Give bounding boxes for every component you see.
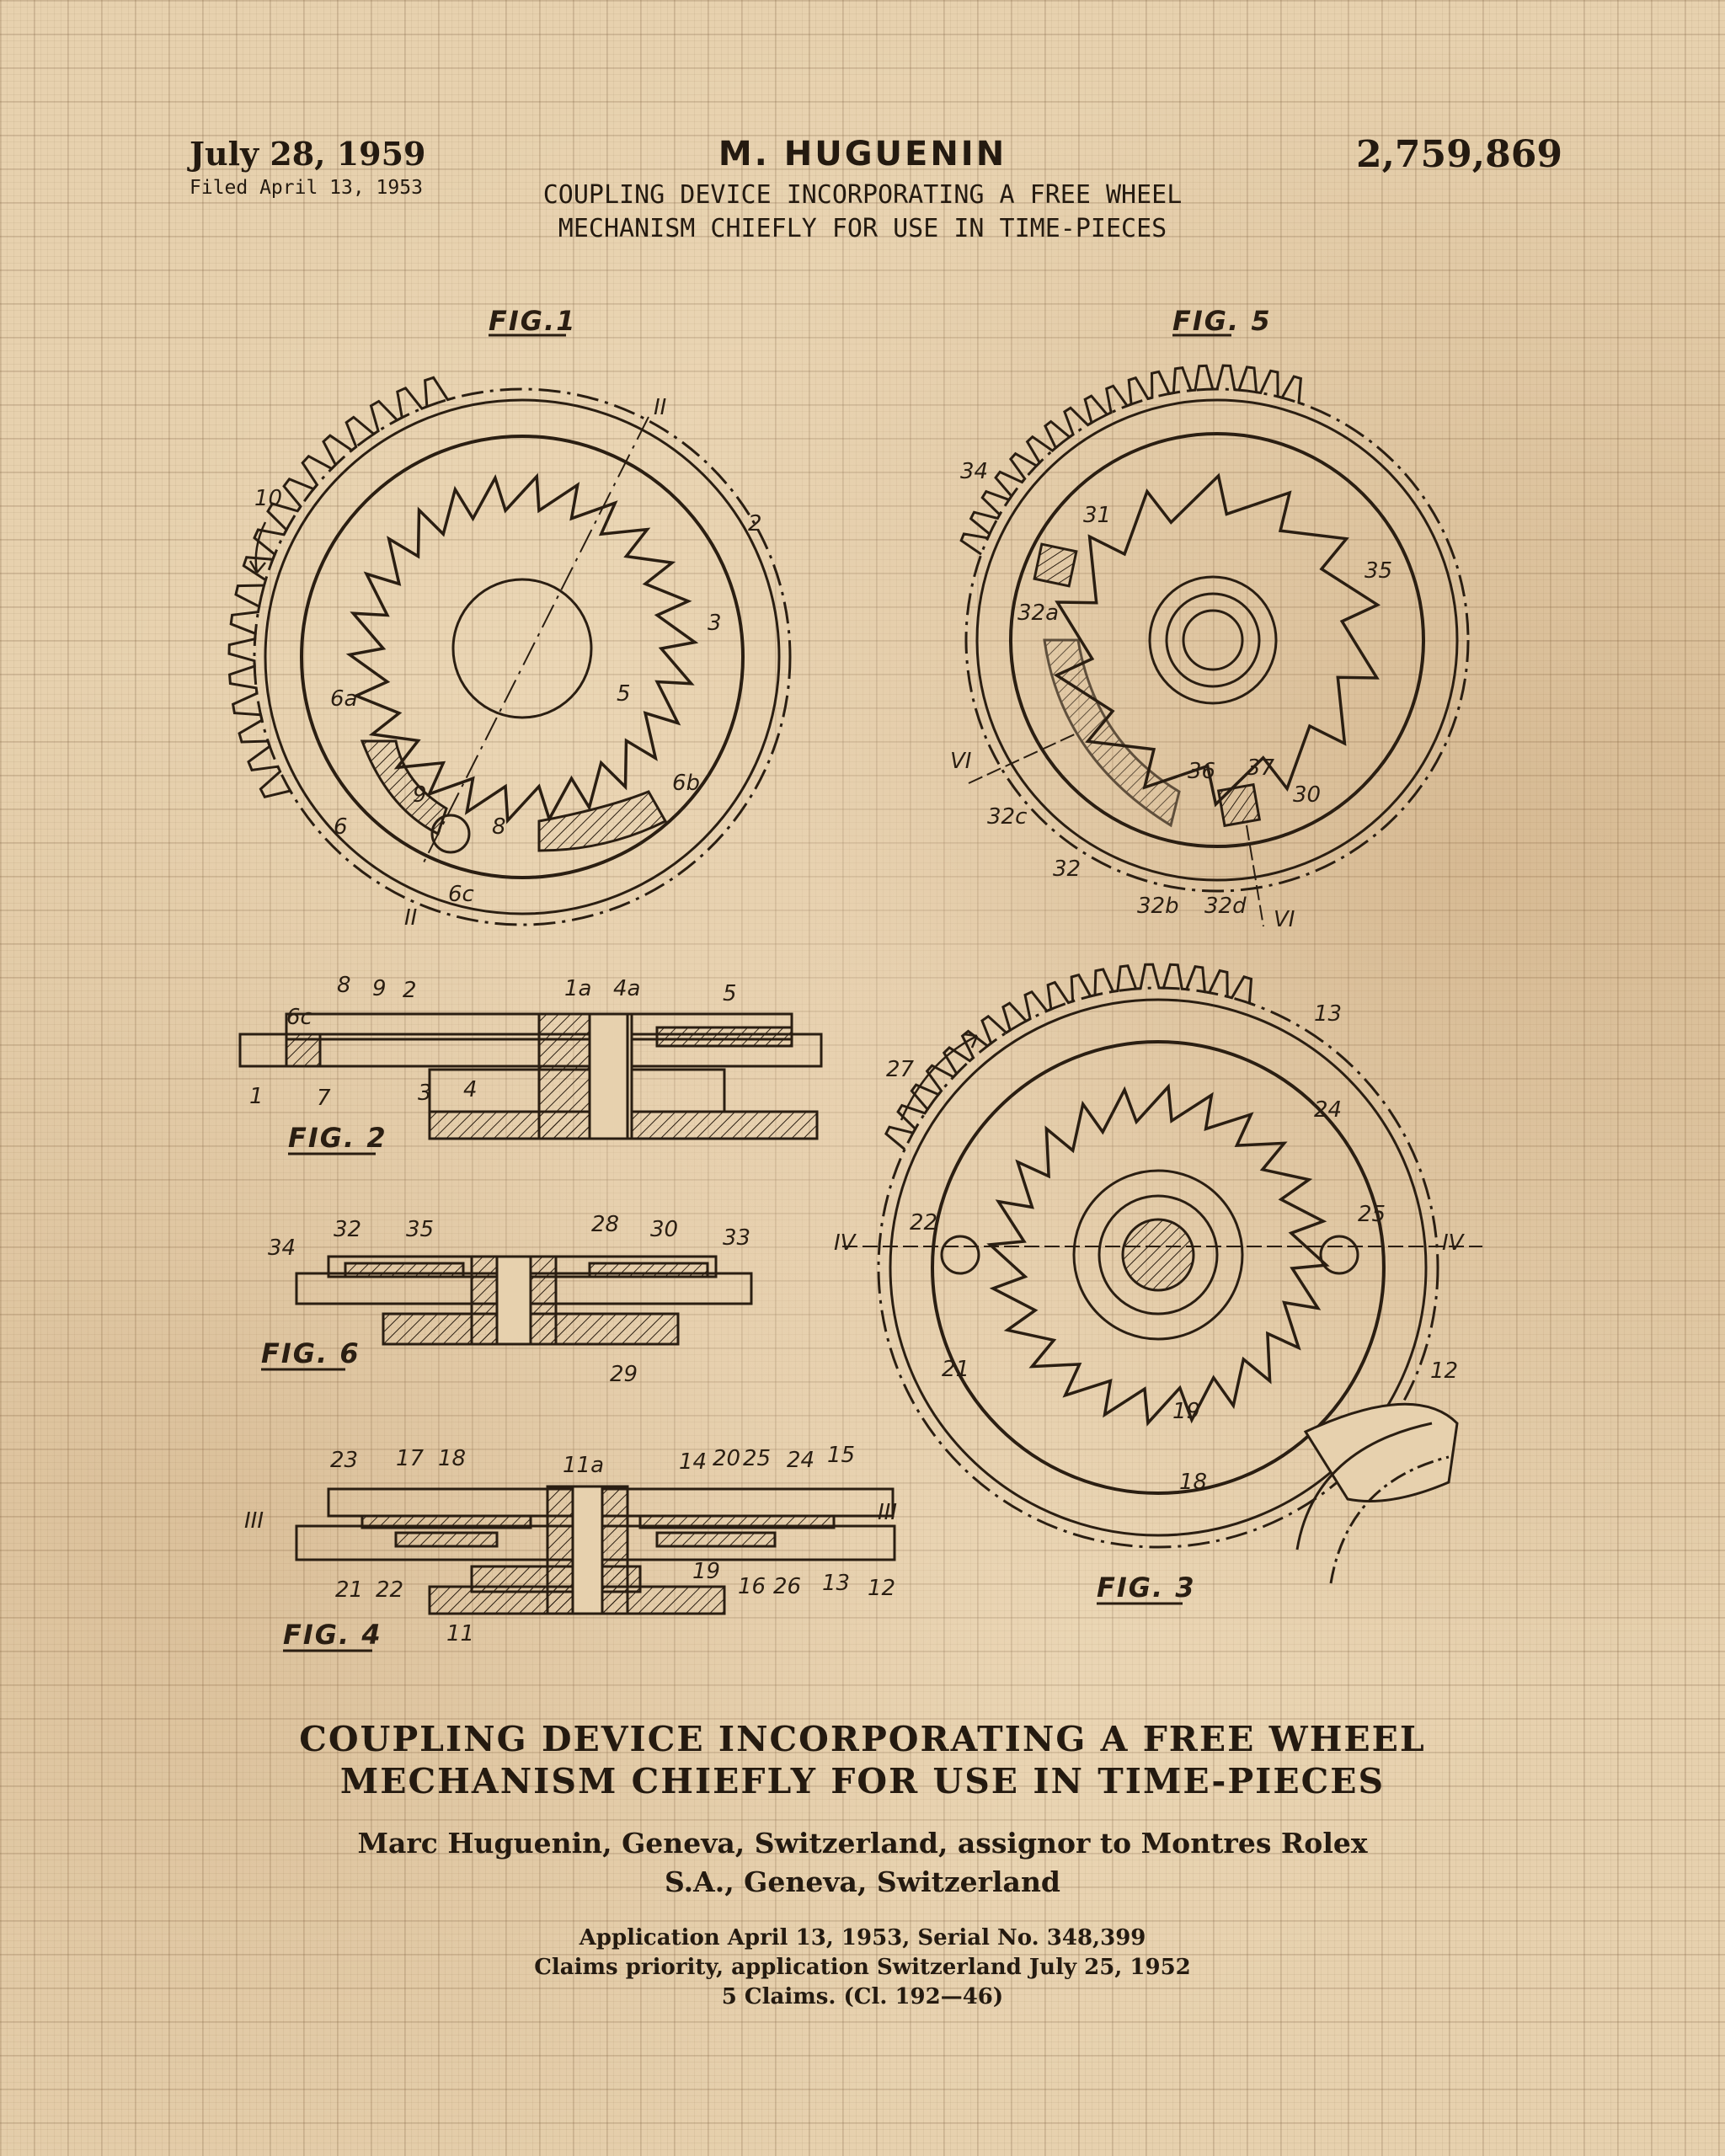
- fig2-label: FIG. 2: [288, 1122, 387, 1154]
- fig5-label: FIG. 5: [1172, 305, 1272, 337]
- fig4-numeral: 17: [396, 1446, 425, 1471]
- header-subtitle-line2: MECHANISM CHIEFLY FOR USE IN TIME-PIECES: [558, 214, 1167, 243]
- fig2-numeral: 5: [723, 981, 737, 1006]
- fig3-numeral: 12: [1430, 1358, 1459, 1384]
- fig4-numeral: 15: [827, 1443, 856, 1468]
- fig1-numeral: 10: [254, 486, 283, 511]
- fig3-numeral: 18: [1179, 1470, 1208, 1495]
- fig6-numeral: 32: [334, 1217, 362, 1242]
- fig4-numeral: 11a: [563, 1453, 605, 1478]
- fig4-numeral: 24: [787, 1448, 815, 1473]
- fig6-numeral: 30: [650, 1217, 679, 1242]
- fig5-numeral: 32d: [1204, 894, 1247, 919]
- priority-line: Claims priority, application Switzerland July 25, 1952: [534, 1955, 1191, 1980]
- figure-6: [261, 1212, 751, 1387]
- fig4-numeral: 16: [738, 1574, 766, 1599]
- fig1-numeral: 6: [334, 814, 348, 840]
- fig1-numeral: 5: [617, 681, 631, 707]
- fig6-label: FIG. 6: [261, 1337, 360, 1369]
- fig2-numeral: 9: [372, 976, 387, 1001]
- fig2-numeral: 8: [337, 973, 351, 998]
- fig2-numeral: 3: [418, 1081, 432, 1106]
- fig4-numeral: 19: [692, 1559, 721, 1584]
- fig6-numeral: 35: [406, 1217, 435, 1242]
- fig1-numeral: 3: [708, 611, 722, 636]
- application-info: [0, 1924, 1725, 2012]
- fig4-numeral: 22: [376, 1577, 404, 1603]
- fig3-numeral: 13: [1314, 1001, 1343, 1027]
- assignment-line1: Marc Huguenin, Geneva, Switzerland, assignor to Montres Rolex: [357, 1827, 1368, 1860]
- fig5-numeral: 30: [1293, 782, 1322, 808]
- fig2-numeral: 2: [403, 978, 417, 1003]
- claims-line: 5 Claims. (Cl. 192—46): [721, 1984, 1004, 2009]
- fig5-numeral: 36: [1188, 759, 1216, 784]
- fig4-numeral: 20: [713, 1446, 741, 1471]
- fig3-ring-teeth: [886, 964, 1254, 1150]
- fig1-numeral: 6a: [330, 686, 358, 712]
- fig4-numeral: 11: [446, 1621, 475, 1646]
- fig5-numeral: 31: [1083, 503, 1112, 528]
- figure-5: [950, 305, 1468, 932]
- fig1-numeral: II: [404, 905, 418, 931]
- fig4-numeral: 26: [773, 1574, 802, 1599]
- fig1-numeral: 9: [413, 782, 427, 808]
- fig6-numeral: 34: [268, 1235, 296, 1261]
- fig2-numeral: 4a: [613, 976, 641, 1001]
- fig5-numeral: VI: [950, 749, 972, 774]
- figure-4: [244, 1443, 897, 1651]
- fig4-numeral: 13: [822, 1571, 851, 1596]
- fig3-numeral: 19: [1172, 1399, 1201, 1424]
- figure-2: [240, 973, 821, 1154]
- figure-1: [229, 305, 790, 931]
- fig5-numeral: 32c: [987, 804, 1028, 830]
- assignment-line2: S.A., Geneva, Switzerland: [664, 1865, 1061, 1898]
- fig3-numeral: 21: [942, 1357, 970, 1382]
- fig2-numeral: 4: [463, 1077, 478, 1102]
- fig3-label: FIG. 3: [1097, 1572, 1196, 1604]
- fig4-label: FIG. 4: [283, 1619, 382, 1651]
- fig5-ring-teeth: [961, 366, 1303, 554]
- fig5-numeral: 34: [960, 459, 989, 484]
- fig6-numeral: 33: [723, 1225, 751, 1251]
- fig4-numeral: 18: [438, 1446, 467, 1471]
- fig2-numeral: 7: [317, 1086, 331, 1111]
- fig4-numeral: III: [244, 1508, 264, 1534]
- fig2-numeral: 6c: [286, 1005, 312, 1030]
- figure-3: [834, 964, 1482, 1604]
- header-subtitle-line1: COUPLING DEVICE INCORPORATING A FREE WHEEL: [542, 180, 1183, 210]
- fig1-numeral: 6b: [672, 771, 701, 796]
- fig1-numeral: II: [654, 395, 667, 420]
- fig5-numeral: VI: [1274, 907, 1295, 932]
- fig4-numeral: 23: [330, 1448, 359, 1473]
- fig3-numeral: 24: [1314, 1097, 1343, 1123]
- fig6-numeral: 29: [610, 1362, 638, 1387]
- fig3-numeral: 27: [886, 1057, 915, 1082]
- fig2-numeral: 1: [249, 1084, 264, 1109]
- fig4-numeral: 12: [868, 1576, 896, 1601]
- fig5-numeral: 37: [1247, 755, 1275, 781]
- fig5-numeral: 35: [1365, 558, 1393, 584]
- fig5-numeral: 32b: [1137, 894, 1179, 919]
- application-line: Application April 13, 1953, Serial No. 348,399: [579, 1925, 1146, 1951]
- fig3-numeral: IV: [1442, 1230, 1464, 1256]
- fig1-label: FIG.1: [489, 305, 577, 337]
- filed-date: Filed April 13, 1953: [190, 177, 423, 199]
- fig5-numeral: 32a: [1017, 600, 1060, 626]
- fig3-numeral: 22: [910, 1210, 938, 1235]
- fig1-numeral: 8: [492, 814, 506, 840]
- fig5-numeral: 32: [1053, 857, 1081, 882]
- assignment-text: [0, 1824, 1725, 1902]
- fig1-numeral: 6c: [448, 882, 474, 907]
- issue-date: July 28, 1959: [190, 135, 426, 173]
- fig4-numeral: 21: [335, 1577, 364, 1603]
- fig2-numeral: 1a: [564, 976, 592, 1001]
- fig4-numeral: 14: [679, 1449, 708, 1475]
- fig3-numeral: IV: [834, 1230, 856, 1256]
- footer-title: [0, 1718, 1725, 1802]
- patent-number: 2,759,869: [1356, 133, 1562, 176]
- fig3-numeral: 25: [1358, 1202, 1386, 1227]
- footer-title-line1: COUPLING DEVICE INCORPORATING A FREE WHEEL: [299, 1719, 1426, 1759]
- fig6-numeral: 28: [591, 1212, 620, 1237]
- fig4-numeral: III: [878, 1500, 898, 1525]
- fig4-numeral: 25: [743, 1446, 772, 1471]
- footer-title-line2: MECHANISM CHIEFLY FOR USE IN TIME-PIECES: [339, 1761, 1386, 1801]
- inventor-name: M. HUGUENIN: [718, 135, 1007, 173]
- fig1-numeral: 2: [748, 511, 762, 536]
